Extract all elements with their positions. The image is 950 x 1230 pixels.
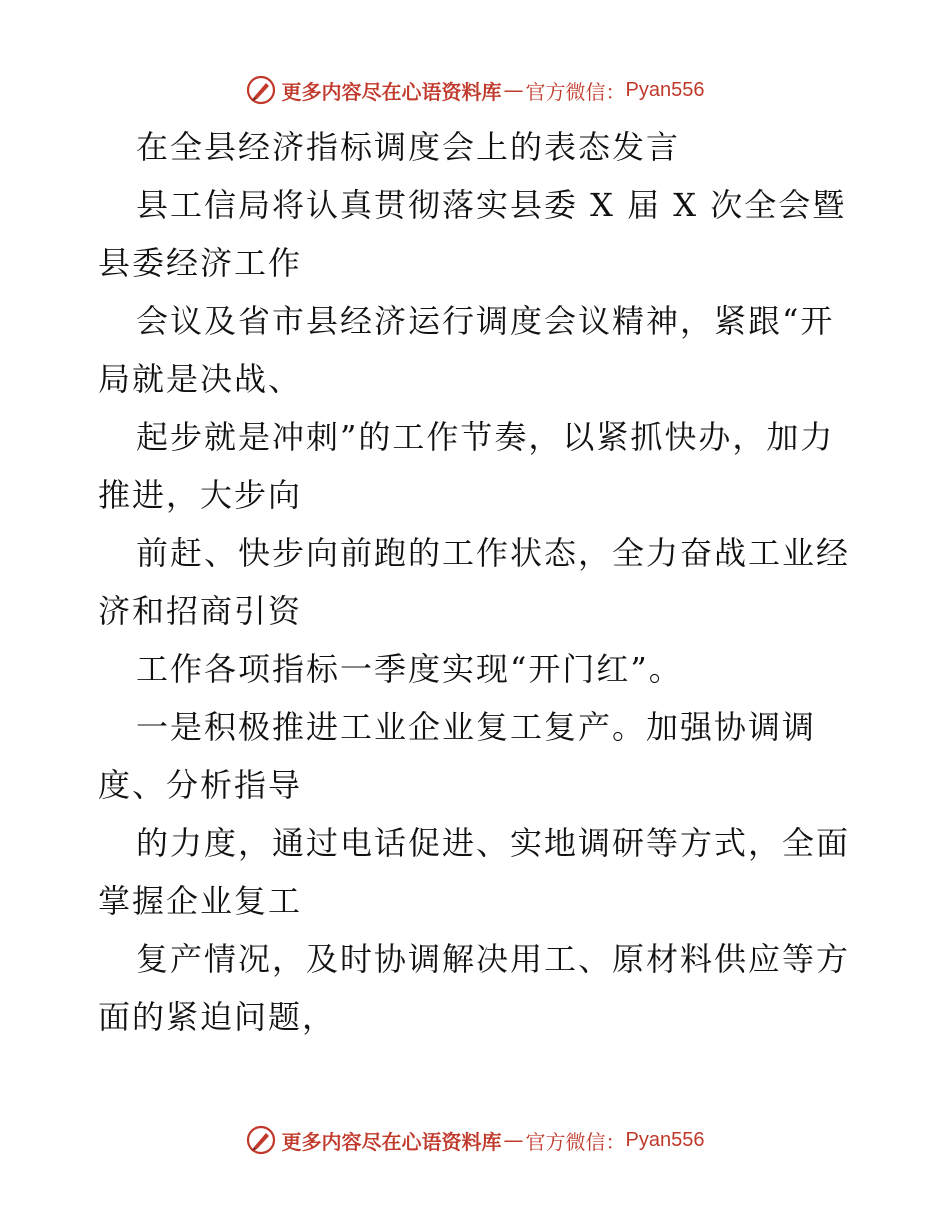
banner-wechat-id: Pyan556 xyxy=(625,1128,705,1151)
pen-logo-icon xyxy=(246,1125,276,1155)
banner-title: 更多内容尽在心语资料库 xyxy=(281,79,502,104)
document-body xyxy=(98,118,858,1046)
text-line: 县工信局将认真贯彻落实县委 X 届 X 次全会暨 xyxy=(136,186,847,224)
banner-title: 更多内容尽在心语资料库 xyxy=(281,1129,502,1154)
text-line: 济和招商引资 xyxy=(98,592,303,630)
footer-banner xyxy=(0,1120,950,1160)
text-line: 掌握企业复工 xyxy=(98,882,303,920)
text-line: 会议及省市县经济运行调度会议精神，紧跟“开 xyxy=(136,302,835,340)
text-line: 县委经济工作 xyxy=(98,244,303,282)
text-line: 局就是决战、 xyxy=(98,360,303,398)
banner-wechat-label: 官方微信： xyxy=(525,79,626,104)
text-line: 复产情况，及时协调解决用工、原材料供应等方 xyxy=(136,940,851,978)
text-line: 推进，大步向 xyxy=(98,476,303,514)
text-line: 面的紧迫问题， xyxy=(98,998,337,1036)
banner-separator: — xyxy=(503,1128,524,1152)
text-line: 在全县经济指标调度会上的表态发言 xyxy=(136,128,681,166)
text-line: 工作各项指标一季度实现“开门红”。 xyxy=(136,650,683,688)
header-banner xyxy=(0,70,950,110)
text-line: 前赶、快步向前跑的工作状态，全力奋战工业经 xyxy=(136,534,851,572)
pen-logo-icon xyxy=(246,75,276,105)
banner-separator: — xyxy=(503,78,524,102)
text-line: 一是积极推进工业企业复工复产。加强协调调 xyxy=(136,708,817,746)
text-line: 起步就是冲刺”的工作节奏，以紧抓快办，加力 xyxy=(136,418,835,456)
text-line: 度、分析指导 xyxy=(98,766,303,804)
banner-wechat-id: Pyan556 xyxy=(625,78,705,101)
banner-wechat-label: 官方微信： xyxy=(525,1129,626,1154)
text-line: 的力度，通过电话促进、实地调研等方式，全面 xyxy=(136,824,851,862)
